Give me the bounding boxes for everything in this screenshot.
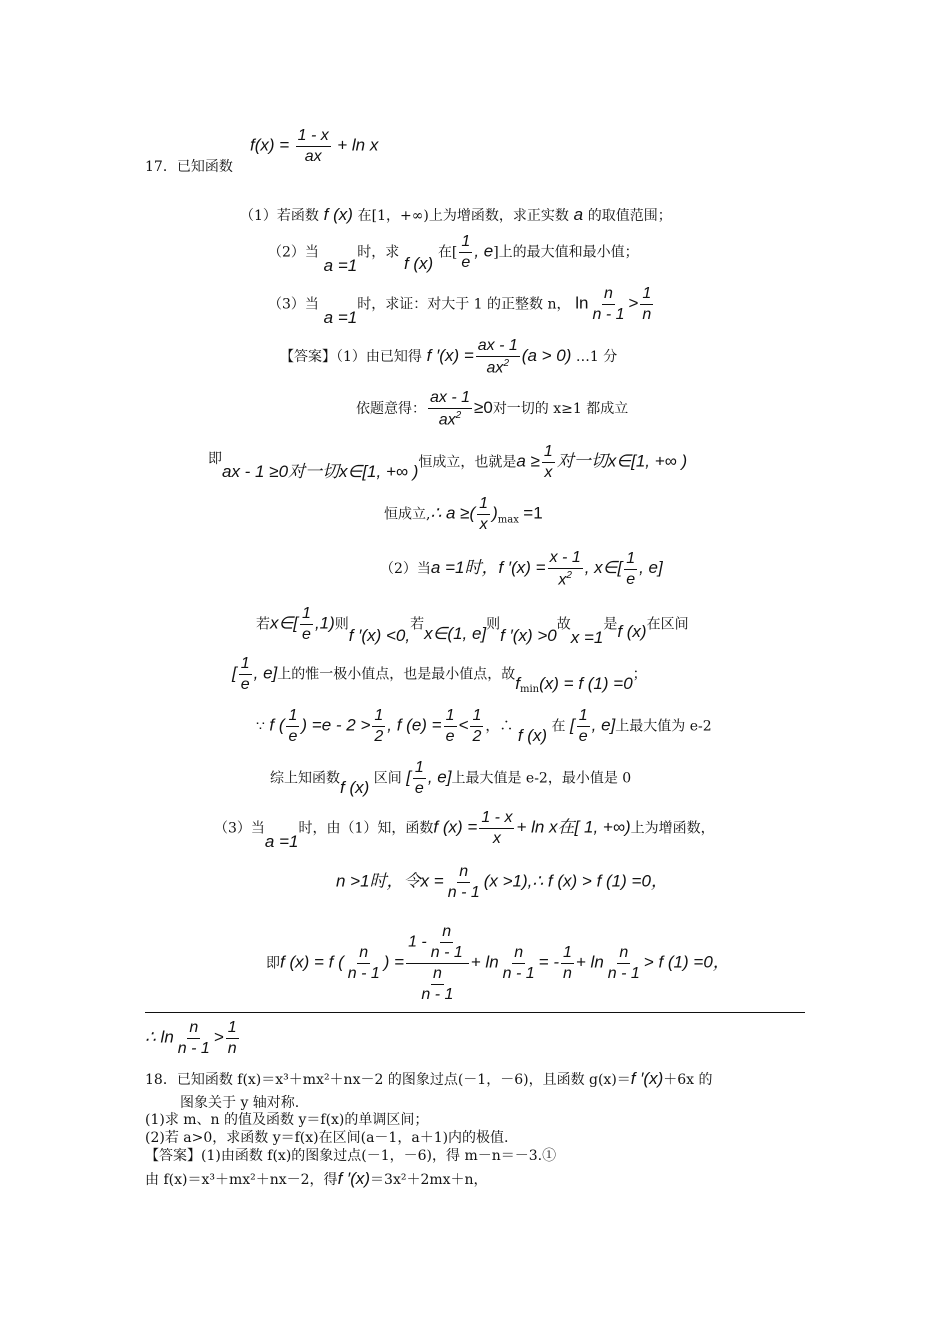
q18-line3: (1)求 m、n 的值及函数 y＝f(x)的单调区间； [145, 1112, 429, 1128]
denominator: n - 1 [421, 986, 454, 1003]
q18-line6 [145, 1170, 488, 1187]
formula: x =1 [570, 627, 604, 647]
formula: , e] [591, 715, 616, 735]
denominator [437, 409, 463, 428]
formula: > [213, 1027, 224, 1047]
formula: + ln [470, 952, 499, 972]
fraction [444, 708, 457, 745]
fraction [561, 945, 574, 982]
formula: ∴ ln [145, 1027, 174, 1047]
formula: + ln x在[ 1, +∞) [516, 817, 631, 837]
numerator: 1 [413, 760, 426, 779]
denominator: n [227, 1040, 237, 1057]
numerator: n [617, 945, 630, 964]
fraction [640, 286, 653, 323]
formula: f ′(x) [337, 1169, 371, 1188]
fraction [413, 760, 426, 797]
fraction [346, 945, 382, 982]
text: （2）当 [380, 561, 431, 578]
q17-ji2-line [266, 924, 730, 1003]
text: ＋6x 的 [663, 1072, 713, 1088]
formula: f (x) = f ( [280, 952, 344, 972]
numerator: ax - 1 [476, 338, 520, 357]
fraction [501, 945, 537, 982]
denominator-text: ax [486, 359, 504, 377]
formula: f (x) = [433, 817, 478, 837]
fraction [479, 810, 514, 847]
numerator: n [440, 924, 453, 943]
numerator: 1 [459, 234, 472, 253]
numerator: 1 [444, 708, 457, 727]
q17-condition [356, 390, 628, 428]
text: 上的惟一极小值点，也是最小值点，故 [277, 666, 516, 683]
text: 区间 [373, 770, 402, 787]
numerator: 1 - x [479, 810, 514, 829]
formula: ) =e - 2 > [301, 715, 371, 735]
formula: ax - 1 ≥0对一切x∈[1, +∞ ) [222, 461, 419, 481]
text: 若 [256, 616, 270, 633]
denominator [556, 569, 574, 588]
text: 则 [334, 616, 349, 633]
fraction [239, 656, 252, 693]
formula: , e] [639, 558, 663, 578]
text: 即 [208, 450, 222, 467]
numerator: n [457, 864, 470, 883]
numerator: 1 [300, 606, 313, 625]
text: 上为增函数， [630, 820, 715, 837]
denominator: e [626, 570, 636, 588]
denominator: e [240, 676, 250, 693]
numerator: 1 [477, 496, 490, 515]
q17-ji-line [208, 444, 687, 481]
formula: n >1时， [336, 871, 404, 891]
fraction [176, 1020, 212, 1057]
formula: 对一切x∈[1, +∞ ) [556, 451, 688, 471]
compound-numerator [406, 924, 469, 964]
text: 综上知函数 [270, 770, 340, 787]
q17-answer-part3 [214, 809, 715, 851]
formula: , x∈[ [584, 558, 623, 578]
text: ，∴ [485, 718, 514, 735]
formula: (x) = f (1) =0 [539, 673, 633, 693]
denominator: n - 1 [447, 884, 480, 901]
text: （2）当 [268, 244, 319, 261]
numerator: n [602, 286, 615, 305]
numerator: ax - 1 [428, 390, 472, 409]
numerator: n [431, 966, 444, 985]
text: 在 [551, 718, 566, 735]
text: （1）若函数 [240, 208, 319, 224]
formula-rhs: + ln x [337, 135, 379, 155]
fraction [296, 128, 331, 165]
numerator: 1 [372, 708, 385, 727]
formula: f ′(x) [630, 1069, 664, 1088]
text: （3）当 [214, 820, 265, 837]
fraction [470, 708, 483, 745]
exponent: 2 [566, 570, 572, 581]
text: 依题意得： [356, 401, 426, 418]
formula: ) = [383, 952, 405, 972]
formula: , f (e) = [387, 715, 442, 735]
subscript: max [497, 514, 519, 526]
fraction [542, 444, 555, 481]
numerator: 1 [226, 1020, 239, 1039]
denominator: ax [304, 148, 322, 165]
text: 时，由（1）知，函数 [298, 820, 434, 837]
formula: x∈[ [270, 613, 299, 633]
fraction [372, 708, 385, 745]
text: 由 f(x)＝x³＋mx²＋nx－2，得 [145, 1172, 338, 1188]
section-divider [145, 1012, 805, 1013]
formula: a =1 [264, 831, 299, 851]
q17-ruo-line [256, 605, 689, 647]
text: ； [632, 666, 647, 683]
fraction [286, 708, 299, 745]
denominator: n - 1 [607, 965, 640, 982]
denominator: x [479, 516, 488, 533]
denominator: e [461, 254, 471, 271]
numerator: 1 [640, 286, 653, 305]
text: 在[1，+∞)上为增函数，求正实数 [357, 208, 569, 224]
formula: x∈(1, e] [424, 623, 487, 643]
text: (1)由函数 f(x)的图象过点(－1，－6)，得 m－n＝－3.① [201, 1148, 557, 1164]
denominator: n - 1 [592, 306, 625, 323]
inequality: ≥0 [474, 398, 493, 418]
exponent: 2 [503, 358, 509, 369]
text: ]上的最大值和最小值； [493, 244, 639, 261]
text: 若 [410, 616, 425, 633]
fraction [548, 550, 583, 588]
text: 故 [556, 616, 571, 633]
q17-part3: （3）当 a =1时，求证：对大于 1 的正整数 n， ln $\frac{n}{n - 1}$ > $\frac{1}{n}$ [268, 285, 652, 327]
fraction [590, 286, 626, 323]
q17-because-line [256, 708, 712, 745]
denominator: e [288, 728, 298, 745]
formula: f ′(x) <0, [348, 625, 411, 645]
fraction [624, 551, 637, 588]
formula: + ln [575, 952, 604, 972]
formula: ) [492, 503, 498, 523]
formula: < [458, 715, 469, 735]
numerator: 1 [239, 656, 252, 675]
fraction [577, 708, 590, 745]
formula: ∴ a ≥( [430, 503, 476, 523]
text: （3）当 [268, 296, 319, 313]
formula: (x >1),∴ f (x) > f (1) =0， [483, 871, 668, 891]
denominator: n - 1 [347, 965, 380, 982]
numerator: 1 [561, 945, 574, 964]
q17-function-definition [250, 128, 378, 165]
numerator: n [512, 945, 525, 964]
text: 恒成立, [384, 506, 431, 523]
formula: f (x) [517, 725, 548, 745]
formula: f ( [269, 715, 285, 735]
fraction [226, 1020, 239, 1057]
q17-answer-part2 [380, 550, 663, 588]
q18-line5 [145, 1149, 556, 1163]
denominator: e [414, 780, 424, 797]
numerator: 1 [542, 444, 555, 463]
formula-lhs: f(x) = [250, 135, 290, 155]
q17-part2: （2）当 a =1时，求 f (x) 在[ $\frac{1}{e}$ , e]上的最大值和最小值； [268, 233, 639, 275]
denominator: x [492, 830, 501, 847]
denominator: n - 1 [430, 944, 463, 961]
numerator: n [357, 945, 370, 964]
denominator: n - 1 [177, 1040, 210, 1057]
exponent: 2 [455, 410, 462, 421]
q17-part1: （1）若函数 f (x) 在[1，+∞)上为增函数，求正实数 a 的取值范围； [240, 205, 672, 224]
text: 则 [486, 616, 501, 633]
q17-n-line [336, 864, 668, 901]
q17-summary-line [270, 760, 631, 797]
text: 的取值范围； [587, 208, 672, 224]
q18-line4: (2)若 a>0，求函数 y＝f(x)在区间(a－1，a＋1)内的极值. [145, 1130, 509, 1146]
numerator: x - 1 [548, 550, 583, 569]
text: 时，求证：对大于 1 的正整数 n， [357, 296, 571, 313]
formula: a ≥ [516, 451, 540, 471]
formula: [ [406, 767, 411, 787]
denominator [485, 357, 511, 376]
fraction [476, 338, 520, 376]
numerator: n [187, 1020, 200, 1039]
text: 18．已知函数 f(x)＝x³＋mx²＋nx－2 的图象过点(－1，－6)，且函数 g(x)＝ [145, 1072, 631, 1088]
denominator: e [302, 626, 311, 643]
q17-title: 17．已知函数 [145, 159, 233, 175]
formula: > f (1) =0， [643, 952, 730, 972]
denominator: e [578, 728, 588, 745]
formula: [ [232, 663, 237, 683]
formula: f [515, 673, 520, 693]
condition: (a > 0) [521, 346, 572, 366]
fraction [300, 606, 313, 643]
formula: =1 [523, 503, 543, 523]
fraction [477, 496, 490, 533]
text: ＝3x²＋2mx＋n， [370, 1172, 488, 1188]
formula: , e] [427, 767, 452, 787]
text: 上最大值是 e-2，最小值是 0 [451, 770, 632, 787]
text: 恒成立，也就是 [418, 454, 517, 471]
formula: [ [570, 715, 575, 735]
formula: 令x = [403, 871, 444, 891]
fraction [429, 924, 465, 961]
formula: f ′(x) = [498, 558, 546, 578]
numerator: 1 [286, 708, 299, 727]
q17-answer-part1: 【答案】（1）由已知得 f ′(x) = $\frac{ax - 1}{ax^2}$ (a > 0) …1 分 [280, 337, 618, 377]
fraction [419, 966, 455, 1003]
because-symbol: ∵ [256, 718, 265, 735]
q17-max-line [384, 496, 543, 533]
denominator: n [562, 965, 572, 982]
denominator: e [445, 728, 455, 745]
score-note: …1 分 [575, 349, 618, 366]
formula: f (x) [617, 621, 647, 641]
text: 在区间 [646, 616, 689, 633]
numerator: 1 [624, 551, 637, 570]
denominator: 2 [472, 728, 482, 745]
fraction [459, 234, 472, 271]
formula: f (x) [340, 777, 370, 797]
text: 在[ [437, 244, 458, 261]
answer-tag: 【答案】 [145, 1148, 201, 1164]
formula: ,1) [314, 613, 335, 633]
text: 上最大值为 e-2 [615, 718, 712, 735]
q17-conclusion [145, 1020, 241, 1057]
denominator: n [642, 306, 652, 323]
denominator-text: x [558, 571, 567, 589]
numerator: 1 [577, 708, 590, 727]
numerator-text: 1 - [408, 933, 427, 951]
q17-wei-line [232, 655, 647, 696]
formula: , e] [253, 663, 278, 683]
compound-denominator [415, 964, 459, 1003]
text: （1）由已知得 [336, 349, 422, 366]
fraction [446, 864, 482, 901]
text: 是 [603, 616, 618, 633]
formula: f ′(x) >0 [500, 625, 557, 645]
q18-line2: 图象关于 y 轴对称. [180, 1095, 300, 1111]
denominator: 2 [374, 728, 384, 745]
denominator-text: ax [438, 411, 456, 429]
text: 时，求 [357, 244, 400, 261]
formula: a =1时， [430, 558, 499, 578]
text: 对一切的 x≥1 都成立 [492, 401, 629, 418]
formula: = - [538, 952, 559, 972]
denominator: x [544, 464, 553, 481]
fraction [428, 390, 472, 428]
numerator: 1 [470, 708, 483, 727]
subscript: min [520, 684, 540, 696]
numerator: 1 - x [296, 128, 331, 147]
answer-tag: 【答案】 [280, 349, 336, 366]
denominator: n - 1 [502, 965, 535, 982]
q18-line1 [145, 1070, 713, 1087]
text: 即 [266, 955, 280, 972]
compound-fraction [406, 924, 469, 1003]
fraction [606, 945, 642, 982]
